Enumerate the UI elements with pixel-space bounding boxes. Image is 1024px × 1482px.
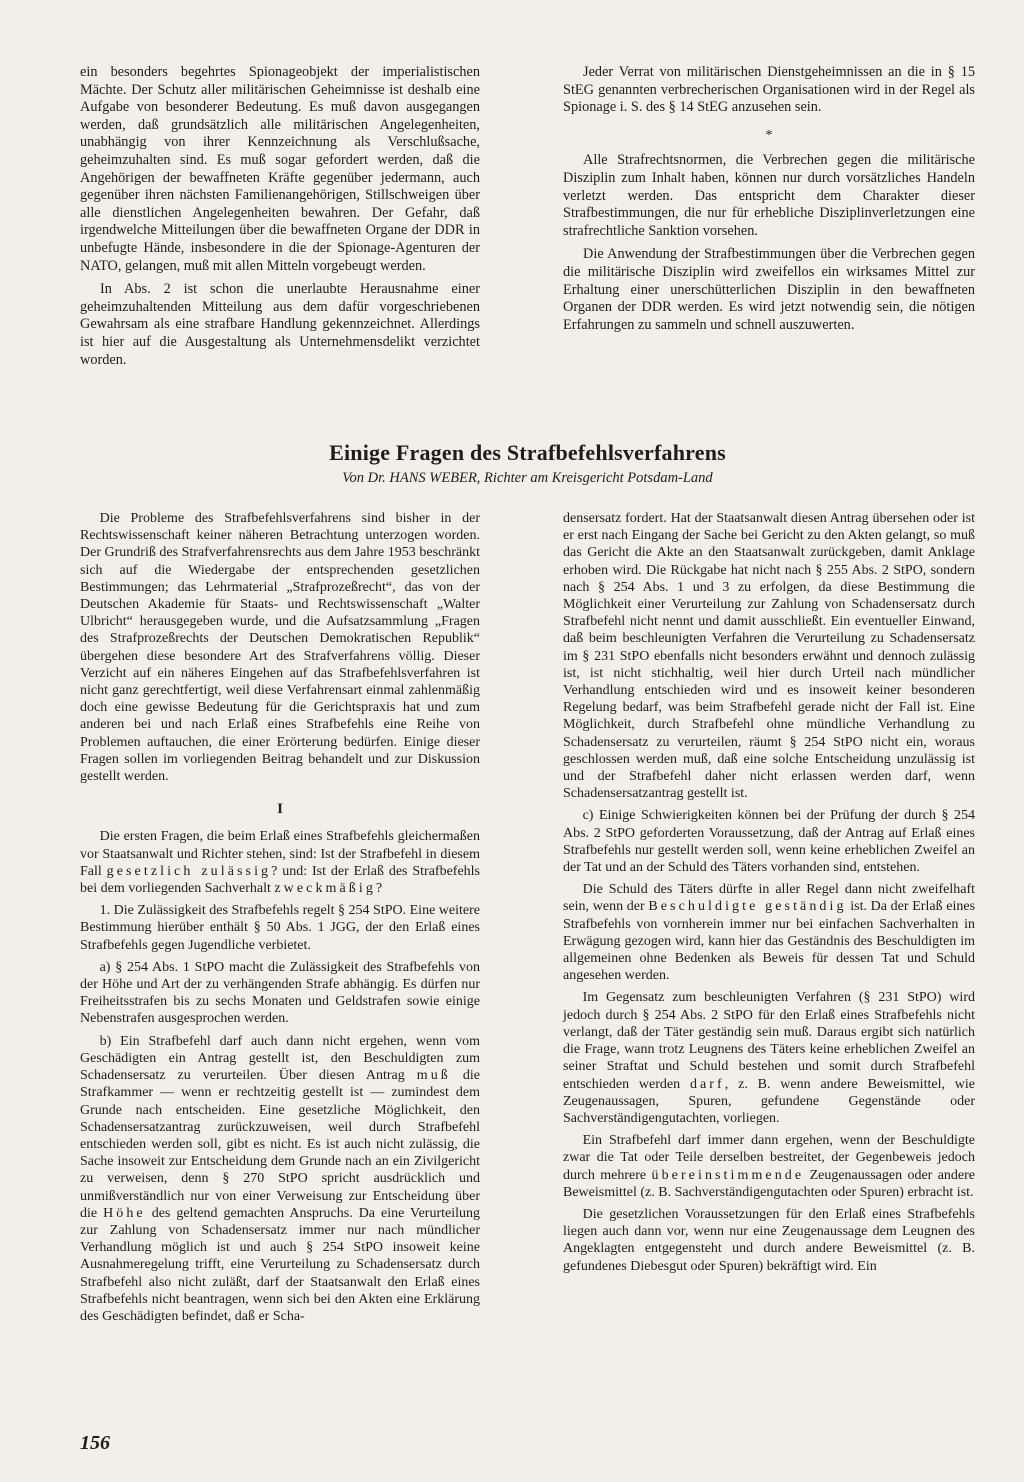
section-divider-star: * — [765, 127, 773, 143]
paragraph: Ein Strafbefehl darf immer dann ergehen, wenn der Beschuldigte zwar die Tat oder Teile derselben bestreitet, der Gegenbeweis jedoch durch mehrere übereinstimmende Zeugenaussagen oder andere Beweismittel (z. B. Sachverständigengutachten oder Spuren) erbracht ist. — [563, 1133, 976, 1200]
paragraph: a) § 254 Abs. 1 StPO macht die Zulässigkeit des Strafbefehls von der Höhe und Art der zu verhängenden Strafe abhängig. Es dürfen nur Freiheitsstrafen bis zu sechs Monaten und Geldstrafen sowie einige Nebenstrafen ausgesprochen werden. — [80, 959, 480, 1027]
spaced-emphasis: gesetzlich zulässig — [106, 863, 272, 879]
paragraph: Die Anwendung der Strafbestimmungen über die Verbrechen gegen die militärische Disziplin wird zweifellos ein wirksames Mittel zur Erhaltung einer unerschütterlichen Disziplin in den bewaffneten Organen der DDR werden. Es wird jetzt notwendig sein, die nötigen Erfahrungen zu sammeln und schnell auszuwerten. — [563, 246, 975, 333]
paragraph: In Abs. 2 ist schon die unerlaubte Herausnahme einer geheimzuhaltenden Mitteilung aus dem dafür vorgeschriebenen Gewahrsam als eine strafbare Handlung gekennzeichnet. Allerdings ist hier auf die Ausgestaltung als Unternehmensdelikt verzichtet worden. — [80, 281, 480, 368]
spaced-emphasis: Höhe — [103, 1205, 146, 1221]
spaced-emphasis: übereinstimmende — [651, 1167, 805, 1183]
paragraph: Alle Strafrechtsnormen, die Verbrechen gegen die militärische Disziplin zum Inhalt haben, können nur durch vorsätzliches Handeln verletzt werden. Das entspricht dem Charakter dieser Strafbestimmungen, die nur für erhebliche Disziplinverletzungen eine strafrechtliche Sanktion vorsehen. — [563, 152, 975, 239]
paragraph: b) Ein Strafbefehl darf auch dann nicht ergehen, wenn vom Geschädigten ein Antrag gestellt ist, den Beschuldigten zum Schadensersatz zu verurteilen. Über diesen Antrag muß die Strafkammer — wenn er rechtzeitig gestellt ist — zumindest dem Grunde nach entscheiden. Eine gesetzliche Möglichkeit, den Schadensersatzantrag zurückzuweisen, weil durch Strafbefehl entschieden werden soll, gibt es nicht. Es ist auch nicht zulässig, die Sache insoweit zur Entscheidung dem Grunde nach an ein Zivilgericht zu verweisen, denn § 270 StPO spricht ausdrücklich und unmißverständlich nur von einer Verweisung zur Entscheidung über die Höhe des geltend gemachten Anspruchs. Da eine Verurteilung zur Zahlung von Schadensersatz immer nur nach mündlicher Verhandlung möglich ist und auch § 254 StPO insoweit keine Ausnahmeregelung trifft, eine Verurteilung zu Schadensersatz durch Strafbefehl also nicht zuläßt, darf der Staatsanwalt den Erlaß eines Strafbefehls nicht beantragen, wenn sich bei den Akten eine Erklärung des Geschädigten befindet, daß er Scha- — [80, 1033, 481, 1324]
column-top-left — [80, 64, 480, 369]
paragraph: Die Schuld des Täters dürfte in aller Regel dann nicht zweifelhaft sein, wenn der Beschuldigte geständig ist. Da der Erlaß eines Strafbefehls von vornherein immer nur bei einfachen Sachverhalten in Erwägung gezogen wird, kann hier das Geständnis des Beschuldigten im allgemeinen ohne Bedenken als Beweis für dessen Tat und Schuld angesehen werden. — [563, 882, 976, 984]
article-title: Einige Fragen des Strafbefehlsverfahrens — [329, 440, 726, 465]
column-bottom-left — [80, 510, 480, 1325]
spaced-emphasis: darf — [689, 1076, 725, 1092]
column-bottom-right — [563, 510, 975, 1275]
paragraph: c) Einige Schwierigkeiten können bei der Prüfung der durch § 254 Abs. 2 StPO geforderten Voraussetzung, daß der Antrag auf Erlaß eines Strafbefehls nur gestellt werden soll, wenn keine erheblichen Zweifel an der Tat und an der Schuld des Täters vorhanden sind, entstehen. — [563, 808, 975, 876]
column-top-right — [563, 64, 975, 334]
spaced-emphasis: Beschuldigte geständig — [648, 899, 847, 915]
page-number: 156 — [80, 1432, 110, 1454]
paragraph-intro: Die Probleme des Strafbefehlsverfahrens sind bisher in der Rechtswissenschaft keiner näheren Betrachtung unterzogen worden. Der Grundriß des Strafverfahrensrechts aus dem Jahre 1953 beschränkt sich auf die Wiedergabe der entsprechenden gesetzlichen Bestimmungen; das Lehrmaterial „Strafprozeßrecht“, das von der Deutschen Akademie für Staats- und Rechtswissenschaft „Walter Ulbricht“ herausgegeben wurde, und die Aufsatzsammlung „Fragen des Strafprozeßrechts der Deutschen Demokratischen Republik“ übergehen diese besondere Art des Strafverfahrens völlig. Dieser Verzicht auf ein näheres Eingehen auf das Strafbefehlsverfahren ist nicht ganz gerechtfertigt, weil diese Verfahrensart einmal zahlenmäßig doch eine gewisse Bedeutung für die Gerichtspraxis hat und zum anderen bei und nach Erlaß eines Strafbefehls eine Reihe von Problemen auftauchen, die einer Erörterung bedürfen. Einige dieser Fragen sollen im vorliegenden Beitrag behandelt und zur Diskussion gestellt werden. — [80, 511, 480, 785]
spaced-emphasis: muß — [416, 1068, 451, 1084]
paragraph: Die gesetzlichen Voraussetzungen für den Erlaß eines Strafbefehls liegen auch dann vor, wenn nur eine Zeugenaussage dem Leugnen des Angeklagten entgegensteht und durch andere Beweismittel (z. B. gefundenes Diebesgut oder Spuren) bekräftigt wird. Ein — [563, 1206, 975, 1274]
spaced-emphasis: zweckmäßig — [274, 881, 376, 897]
paragraph: Jeder Verrat von militärischen Dienstgeheimnissen an die in § 15 StEG genannten verbrecherischen Organisationen wird in der Regel als Spionage i. S. des § 14 StEG anzusehen sein. — [563, 64, 975, 116]
paragraph: ein besonders begehrtes Spionageobjekt der imperialistischen Mächte. Der Schutz aller militärischen Geheimnisse ist deshalb eine Aufgabe von besonderer Bedeutung. Es muß davon ausgegangen werden, daß grundsätzlich alle militärischen Angelegenheiten, unabhängig von ihrer Kennzeichnung als Verschlußsache, geheimzuhalten sind. Es muß sogar gefordert werden, daß die Angehörigen der bewaffneten Kräfte gegenüber jedermann, auch gegenüber ihren nächsten Familienangehörigen, Stillschweigen über alle dienstlichen Angelegenheiten bewahren. Der Gefahr, daß irgendwelche Mitteilungen über die bewaffneten Organe der DDR in unbefugte Hände, insbesondere in die der Spionage-Agenturen der NATO, gelangen, muß mit allen Mitteln vorgebeugt werden. — [80, 64, 480, 274]
paragraph: 1. Die Zulässigkeit des Strafbefehls regelt § 254 StPO. Eine weitere Bestimmung hierüber enthält § 50 Abs. 1 JGG, der den Erlaß eines Strafbefehls gegen Jugendliche verbietet. — [80, 903, 480, 953]
article-byline: Von Dr. HANS WEBER, Richter am Kreisgericht Potsdam-Land — [342, 470, 713, 486]
paragraph: densersatz fordert. Hat der Staatsanwalt diesen Antrag übersehen oder ist er erst nach Eingang der Sache bei Gericht zu den Akten gelangt, so muß das Gericht die Akte an den Staatsanwalt zurückgeben, damit Anklage erhoben wird. Die Rückgabe hat nicht nach § 255 Abs. 2 StPO, sondern nach § 254 Abs. 1 und 3 zu erfolgen, da diese Bestimmung die Möglichkeit einer Verurteilung zur Zahlung von Schadensersatz durch Strafbefehl nicht nennt und damit ausschließt. Ein eventueller Einwand, daß beim beschleunigten Verfahren die Verurteilung zu Schadensersatz im § 231 StPO ebenfalls nicht besonders erwähnt und dennoch zulässig ist, ist nicht stichhaltig, weil hier durch Urteil nach mündlicher Verhandlung entschieden wird und es insoweit keiner besonderen Regelung bedarf, was beim Strafbefehl gerade nicht der Fall ist. Eine Möglichkeit, durch Strafbefehl ohne mündliche Verhandlung zu Schadensersatz zu verurteilen, räumt § 254 StPO nicht ein, woraus geschlossen werden muß, daß eine solche Entscheidung unzulässig ist und der Strafbefehl daher nicht erlassen werden darf, wenn Schadensersatzantrag gestellt ist. — [563, 511, 975, 802]
section-heading: I — [277, 801, 283, 818]
paragraph-questions: Die ersten Fragen, die beim Erlaß eines Strafbefehls gleichermaßen vor Staatsanwalt und Richter stehen, sind: Ist der Strafbefehl in diesem Fall gesetzlich zulässig? und: Ist der Erlaß des Strafbefehls bei dem vorliegenden Sachverhalt zweckmäßig? — [80, 829, 480, 897]
paragraph: Im Gegensatz zum beschleunigten Verfahren (§ 231 StPO) wird jedoch durch § 254 Abs. 2 StPO für den Erlaß eines Strafbefehls nicht verlangt, daß der Täter geständig sein muß. Daraus ergibt sich natürlich die Frage, wann trotz Leugnens des Täters keine erheblichen Zweifel an seiner Straftat und Schuld bestehen und somit durch Strafbefehl entschieden werden darf, z. B. wenn andere Beweismittel, wie Zeugenaussagen, Spuren, gefundene Gegenstände oder Sachverständigengutachten, vorliegen. — [563, 990, 975, 1126]
